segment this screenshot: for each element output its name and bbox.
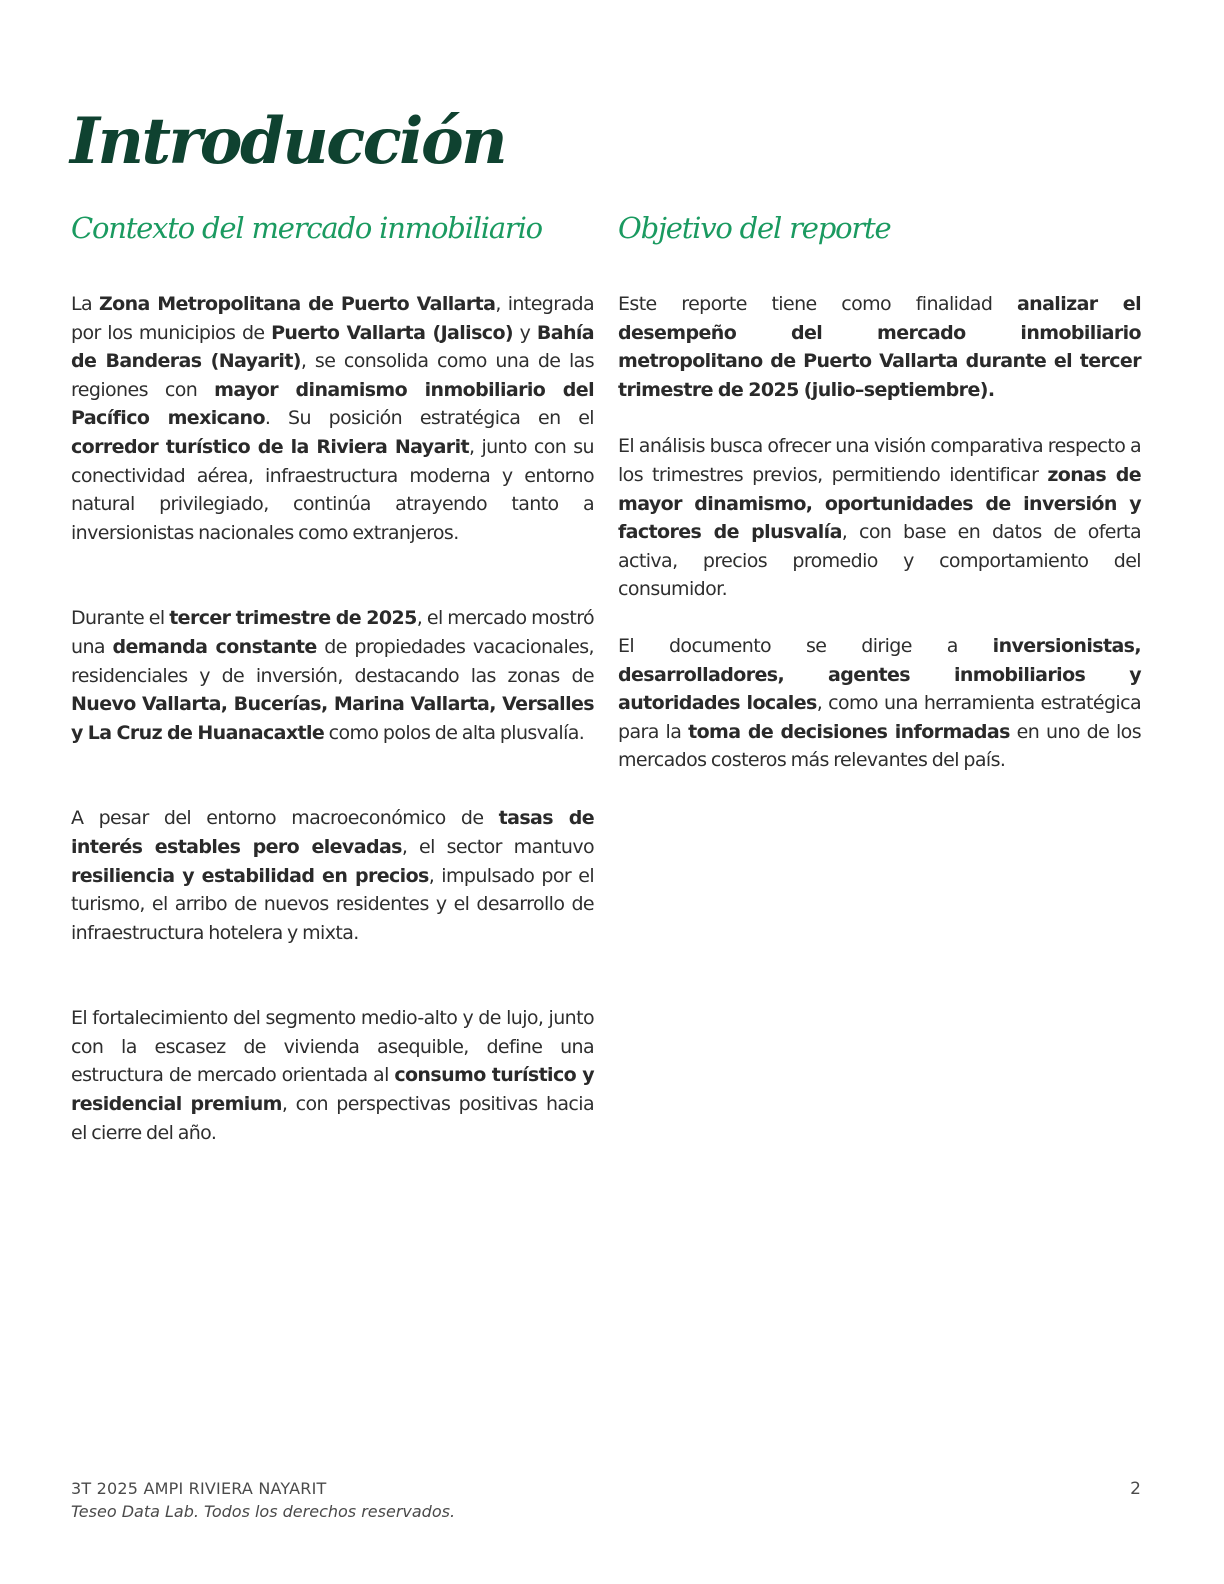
report-objective-section — [618, 206, 1141, 775]
bold-emphasis: zonas de mayor dinamismo, oportunidades de inversión y factores de plusvalía — [618, 463, 1141, 544]
footer-copyright: Teseo Data Lab. Todos los derechos reservados. — [71, 1502, 456, 1521]
bold-emphasis: demanda constante — [112, 635, 317, 658]
bold-emphasis: analizar el desempeño del mercado inmobiliario metropolitano de Puerto Vallarta durante el tercer trimestre de 2025 (julio–septiembre). — [618, 293, 1142, 401]
bold-emphasis: mayor dinamismo inmobiliario del Pacífico mexicano — [71, 378, 594, 430]
bold-emphasis: consumo turístico y residencial premium — [71, 1064, 594, 1116]
bold-emphasis: tercer trimestre de 2025 — [169, 607, 417, 630]
objective-paragraph-3: El documento se dirige a inversionistas, desarrolladores, agentes inmobiliarios y autoridades locales, como una herramienta estratégica para la toma de decisiones informadas en uno de los mercados costeros más relevantes del país. — [618, 634, 1142, 772]
bold-emphasis: toma de decisiones informadas — [688, 720, 1010, 743]
context-paragraph-1: La Zona Metropolitana de Puerto Vallarta, integrada por los municipios de Puerto Vallarta (Jalisco) y Bahía de Banderas (Nayarit), se consolida como una de las regiones con mayor dinamismo inmobiliario del Pacífico mexicano. Su posición estratégica en el corredor turístico de la Riviera Nayarit, junto con su conectividad aérea, infraestructura moderna y entorno natural privilegiado, continúa atrayendo tanto a inversionistas nacionales como extranjeros. — [71, 293, 595, 544]
bold-emphasis: Puerto Vallarta (Jalisco) — [271, 321, 513, 344]
bold-emphasis: resiliencia y estabilidad en precios — [71, 864, 429, 887]
context-paragraph-3: A pesar del entorno macroeconómico de tasas de interés estables pero elevadas, el sector mantuvo resiliencia y estabilidad en precios, impulsado por el turismo, el arribo de nuevos residentes y el desarrollo de infraestructura hotelera y mixta. — [71, 807, 595, 944]
page-number: 2 — [1130, 1479, 1141, 1499]
footer-report-label: 3T 2025 AMPI RIVIERA NAYARIT — [71, 1479, 327, 1498]
page-title: Introducción — [70, 104, 506, 179]
context-paragraph-2: Durante el tercer trimestre de 2025, el mercado mostró una demanda constante de propiedades vacacionales, residenciales y de inversión, destacando las zonas de Nuevo Vallarta, Bucerías, Marina Vallarta, Versalles y La Cruz de Huanacaxtle como polos de alta plusvalía. — [71, 607, 595, 744]
bold-emphasis: inversionistas, desarrolladores, agentes inmobiliarios y autoridades locales — [618, 634, 1141, 715]
market-context-heading: Contexto del mercado inmobiliario — [71, 211, 542, 245]
bold-emphasis: corredor turístico de la Riviera Nayarit — [71, 435, 469, 458]
bold-emphasis: Nuevo Vallarta, Bucerías, Marina Vallarta, Versalles y La Cruz de Huanacaxtle — [71, 693, 594, 744]
objective-paragraph-2: El análisis busca ofrecer una visión comparativa respecto a los trimestres previos, permitiendo identificar zonas de mayor dinamismo, oportunidades de inversión y factores de plusvalía, con base en datos de oferta activa, precios promedio y comportamiento del consumidor. — [618, 435, 1141, 601]
bold-emphasis: tasas de interés estables pero elevadas — [71, 807, 594, 858]
market-context-section — [71, 206, 594, 1147]
bold-emphasis: Bahía de Banderas (Nayarit) — [71, 321, 595, 373]
bold-emphasis: Zona Metropolitana de Puerto Vallarta — [98, 293, 496, 315]
context-paragraph-4: El fortalecimiento del segmento medio-alto y de lujo, junto con la escasez de vivienda asequible, define una estructura de mercado orientada al consumo turístico y residencial premium, con perspectivas positivas hacia el cierre del año. — [71, 1007, 594, 1144]
objective-paragraph-1: Este reporte tiene como finalidad analizar el desempeño del mercado inmobiliario metropolitano de Puerto Vallarta durante el tercer trimestre de 2025 (julio–septiembre). — [618, 293, 1142, 401]
report-objective-heading: Objetivo del reporte — [618, 211, 891, 245]
